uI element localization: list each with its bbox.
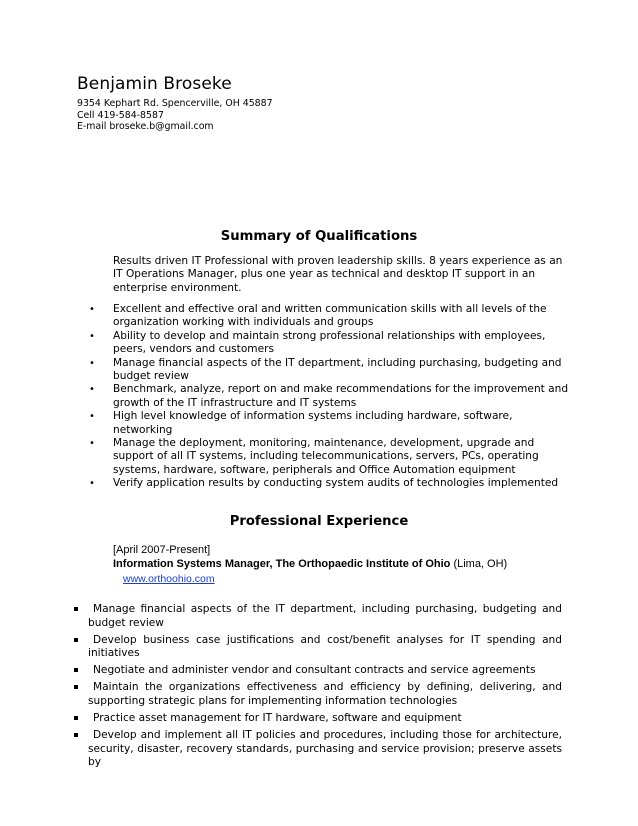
contact-block <box>77 98 273 133</box>
square-bullet-icon <box>74 733 78 737</box>
summary-heading: Summary of Qualifications <box>220 229 418 244</box>
qualification-item: • Ability to develop and maintain strong professional relationships with employees, peers, vendors and customers <box>89 329 546 356</box>
qualification-item: • Manage the deployment, monitoring, maintenance, development, upgrade and support of all IT systems, including telecommunications, servers, PCs, operating systems, hardware, software, peripherals and Office Automation equipment <box>89 437 539 476</box>
bullet-icon: • <box>89 357 95 369</box>
bullet-icon: • <box>89 330 95 342</box>
bullet-icon: • <box>89 304 95 315</box>
candidate-name: Benjamin Broseke <box>77 74 232 94</box>
bullet-icon: • <box>89 384 95 396</box>
cell-line: Cell 419-584-8587 <box>77 109 164 121</box>
bullet-icon: • <box>89 478 95 490</box>
qualification-item: • Benchmark, analyze, report on and make recommendations for the improvement and growth of the IT infrastructure and IT systems <box>89 383 569 409</box>
duty-item: Manage financial aspects of the IT department, including purchasing, budgeting and budget review <box>72 603 562 630</box>
qualifications-list <box>87 303 573 491</box>
duty-item: Develop and implement all IT policies and procedures, including those for architecture, security, disaster, recovery standards, purchasing and service provision; preserve assets by <box>72 729 562 770</box>
qualification-item: • Excellent and effective oral and written communication skills with all levels of the organization working with individuals and groups <box>89 303 547 329</box>
job-header <box>113 543 507 586</box>
job-title: Information Systems Manager, The Orthopaedic Institute of Ohio <box>113 558 451 570</box>
duty-item: Maintain the organizations effectiveness and efficiency by defining, delivering, and supporting strategic plans for implementing information technologies <box>72 681 562 708</box>
qualification-item: • Manage financial aspects of the IT department, including purchasing, budgeting and budget review <box>89 356 562 383</box>
job-duties-list <box>72 603 562 774</box>
square-bullet-icon <box>74 607 78 611</box>
qualification-item: • High level knowledge of information systems including hardware, software, networking <box>89 410 513 436</box>
address-line: 9354 Kephart Rd. Spencerville, OH 45887 <box>77 98 273 109</box>
duty-item: Negotiate and administer vendor and consultant contracts and service agreements <box>72 664 562 678</box>
bullet-icon: • <box>89 438 95 450</box>
job-location: (Lima, OH) <box>453 558 508 570</box>
square-bullet-icon <box>74 716 78 720</box>
job-title-line <box>113 557 507 571</box>
square-bullet-icon <box>74 668 78 672</box>
duty-item: Practice asset management for IT hardware, software and equipment <box>72 712 562 726</box>
job-dates: [April 2007-Present] <box>113 544 211 556</box>
square-bullet-icon <box>74 685 78 689</box>
experience-heading: Professional Experience <box>229 514 409 529</box>
company-website-link[interactable]: www.orthoohio.com <box>123 573 215 585</box>
bullet-icon: • <box>89 411 95 423</box>
square-bullet-icon <box>74 638 78 642</box>
qualification-item: • Verify application results by conducting system audits of technologies implemented <box>89 477 559 490</box>
summary-intro: Results driven IT Professional with proven leadership skills. 8 years experience as an IT Operations Manager, plus one year as technical and desktop IT support in an enterprise environment. <box>113 255 563 294</box>
email-line: E-mail broseke.b@gmail.com <box>77 121 214 133</box>
duty-item: Develop business case justifications and cost/benefit analyses for IT spending and initiatives <box>72 634 562 661</box>
